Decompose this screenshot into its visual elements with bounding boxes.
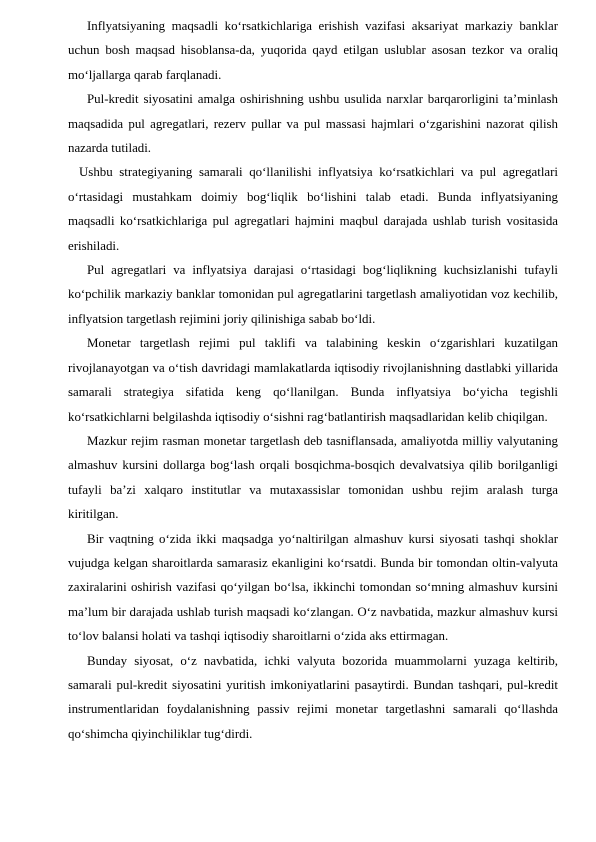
paragraph-1: Inflyatsiyaning maqsadli ko‘rsatkichlariga erishish vazifasi aksariyat markaziy banklar uchun bosh maqsad hisoblansa-da, yuqorida qayd etilgan uslublar asosan tezkor va oraliq mo‘ljallarga qarab farqlanadi. <box>68 19 558 82</box>
paragraph-5: Monetar targetlash rejimi pul taklifi va talabining keskin o‘zgarishlari kuzatilgan rivojlanayotgan va o‘tish davridagi mamlakatlarda iqtisodiy rivojlanishning dastlabki yillarida samarali strategiya sifatida keng qo‘llanilgan. Bunda inflyatsiya bo‘yicha tegishli ko‘rsatkichlarni belgilashda iqtisodiy o‘sishni rag‘batlantirish maqsadlaridan kelib chiqilgan. <box>68 336 558 424</box>
paragraph-6: Mazkur rejim rasman monetar targetlash deb tasniflansada, amaliyotda milliy valyutaning almashuv kursini dollarga bog‘lash orqali bosqichma-bosqich devalvatsiya qilib borilganligi tufayli ba’zi xalqaro institutlar va mutaxassislar tomonidan ushbu rejim aralash turga kiritilgan. <box>68 433 558 522</box>
document-page <box>68 14 558 746</box>
paragraph-4: Pul agregatlari va inflyatsiya darajasi o‘rtasidagi bog‘liqlikning kuchsizlanishi tufayli ko‘pchilik markaziy banklar tomonidan pul agregatlarini targetlash amaliyotidan voz kechilib, inflyatsion targetlash rejimini joriy qilinishiga sabab bo‘ldi. <box>68 263 558 326</box>
paragraph-3: Ushbu strategiyaning samarali qo‘llanilishi inflyatsiya ko‘rsatkichlari va pul agregatlari o‘rtasidagi mustahkam doimiy bog‘liqlik bo‘lishini talab etadi. Bunda inflyatsiyaning maqsadli ko‘rsatkichlariga pul agregatlari hajmini maqbul darajada ushlab turish vositasida erishiladi. <box>68 165 558 253</box>
paragraph-7: Bir vaqtning o‘zida ikki maqsadga yo‘naltirilgan almashuv kursi siyosati tashqi shoklar vujudga kelgan sharoitlarda samarasiz ekanligini ko‘rsatdi. Bunda bir tomondan oltin-valyuta zaxiralarini oshirish vazifasi qo‘yilgan bo‘lsa, ikkinchi tomondan so‘mning almashuv kursini ma’lum bir darajada ushlab turish maqsadi ko‘zlangan. O‘z navbatida, mazkur almashuv kursi to‘lov balansi holati va tashqi iqtisodiy sharoitlarni o‘zida aks ettirmagan. <box>68 531 558 644</box>
paragraph-2: Pul-kredit siyosatini amalga oshirishning ushbu usulida narxlar barqarorligini ta’minlash maqsadida pul agregatlari, rezerv pullar va pul massasi hajmlari o‘zgarishini nazorat qilish nazarda tutiladi. <box>68 92 558 156</box>
paragraph-8: Bunday siyosat, o‘z navbatida, ichki valyuta bozorida muammolarni yuzaga keltirib, samarali pul-kredit siyosatini yuritish imkoniyatlarini pasaytirdi. Bundan tashqari, pul-kredit instrumentlaridan foydalanishning passiv rejimi monetar targetlashni samarali qo‘llashda qo‘shimcha qiyinchiliklar tug‘dirdi. <box>68 653 558 741</box>
